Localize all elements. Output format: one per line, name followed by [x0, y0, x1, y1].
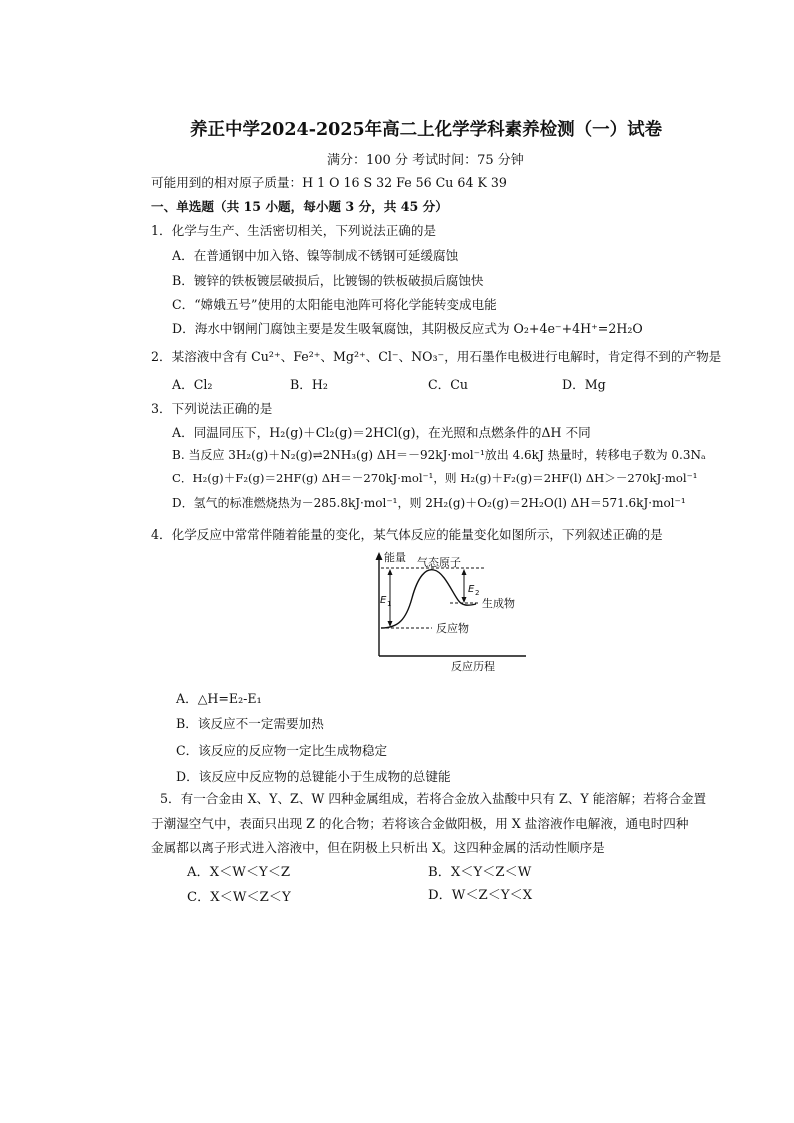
x-axis-label: 反应历程 [451, 660, 495, 672]
q5-option-b: B．X＜Y＜Z＜W [428, 865, 532, 880]
q2-option-b: B．H₂ [290, 377, 328, 392]
q5-option-a: A．X＜W＜Y＜Z [187, 865, 291, 880]
e2-arrow-head-down [462, 597, 467, 603]
question-4-stem: 4．化学反应中常常伴随着能量的变化，某气体反应的能量变化如图所示，下列叙述正确的是 [151, 527, 663, 542]
q2-option-a: A．Cl₂ [172, 377, 213, 392]
product-label: 生成物 [482, 597, 515, 610]
q4-option-d: D．该反应中反应物的总键能小于生成物的总键能 [176, 769, 451, 784]
y-axis-arrow [376, 552, 383, 560]
section-heading: 一、单选题（共 15 小题，每小题 3 分，共 45 分） [151, 199, 448, 214]
peak-label: 气态原子 [417, 556, 461, 569]
e1-arrow-head-up [388, 569, 393, 575]
e2-subscript: 2 [475, 589, 480, 597]
q1-option-c: C．“嫦娥五号”使用的太阳能电池阵可将化学能转变成电能 [172, 297, 497, 312]
q1-option-d: D．海水中钢闸门腐蚀主要是发生吸氧腐蚀，其阴极反应式为 O₂+4e⁻+4H⁺=2H₂O [172, 321, 643, 336]
q1-option-a: A．在普通钢中加入铬、镍等制成不锈钢可延缓腐蚀 [172, 248, 459, 263]
q1-option-b: B．镀锌的铁板镀层破损后，比镀锡的铁板破损后腐蚀快 [172, 273, 484, 288]
e2-label: E [468, 584, 475, 595]
q5-option-d: D．W＜Z＜Y＜X [428, 888, 533, 903]
q3-option-c: C．H₂(g)＋F₂(g)＝2HF(g) ΔH＝－270kJ·mol⁻¹，则 H₂(g)＋F₂(g)＝2HF(l) ΔH＞－270kJ·mol⁻¹ [172, 471, 698, 485]
question-2-stem: 2．某溶液中含有 Cu²⁺、Fe²⁺、Mg²⁺、Cl⁻、NO₃⁻，用石墨作电极进行电解时，肯定得不到的产物是 [151, 349, 722, 364]
q4-option-c: C．该反应的反应物一定比生成物稳定 [176, 743, 388, 758]
q3-option-d: D．氢气的标准燃烧热为－285.8kJ·mol⁻¹，则 2H₂(g)＋O₂(g)＝2H₂O(l) ΔH＝571.6kJ·mol⁻¹ [172, 496, 686, 510]
q3-option-a: A．同温同压下，H₂(g)＋Cl₂(g)＝2HCl(g)，在光照和点燃条件的ΔH 不同 [172, 425, 591, 440]
exam-meta: 满分：100 分 考试时间：75 分钟 [327, 153, 524, 168]
energy-diagram [350, 548, 530, 672]
e2-arrow-head-up [462, 569, 467, 575]
q5-option-c: C．X＜W＜Z＜Y [187, 890, 291, 905]
y-axis-label: 能量 [384, 551, 406, 564]
page-title: 养正中学2024-2025年高二上化学学科素养检测（一）试卷 [190, 120, 663, 140]
q3-option-b: B. 当反应 3H₂(g)＋N₂(g)⇌2NH₃(g) ΔH＝－92kJ·mol⁻¹放出 4.6kJ 热量时，转移电子数为 0.3Nₐ [172, 448, 706, 462]
question-1-stem: 1．化学与生产、生活密切相关，下列说法正确的是 [151, 223, 437, 238]
energy-curve [381, 570, 476, 628]
question-5-stem-line-1: 5．有一合金由 X、Y、Z、W 四种金属组成，若将合金放入盐酸中只有 Z、Y 能溶解；若将合金置 [160, 791, 707, 806]
q4-option-a: A．△H=E₂-E₁ [176, 691, 262, 706]
reactant-label: 反应物 [436, 622, 469, 635]
e1-label: E [380, 595, 387, 606]
atomic-masses: 可能用到的相对原子质量：H 1 O 16 S 32 Fe 56 Cu 64 K 39 [151, 175, 507, 190]
e1-subscript: 1 [387, 600, 392, 608]
q4-option-b: B．该反应不一定需要加热 [176, 716, 324, 731]
question-5-stem-line-3: 金属都以离子形式进入溶液中，但在阴极上只析出 X。这四种金属的活动性顺序是 [151, 840, 605, 855]
q2-option-c: C．Cu [428, 377, 468, 392]
question-5-stem-line-2: 于潮湿空气中，表面只出现 Z 的化合物；若将该合金做阳极，用 X 盐溶液作电解液，通电时四种 [151, 816, 689, 831]
q2-option-d: D．Mg [562, 377, 606, 392]
question-3-stem: 3．下列说法正确的是 [151, 401, 273, 416]
